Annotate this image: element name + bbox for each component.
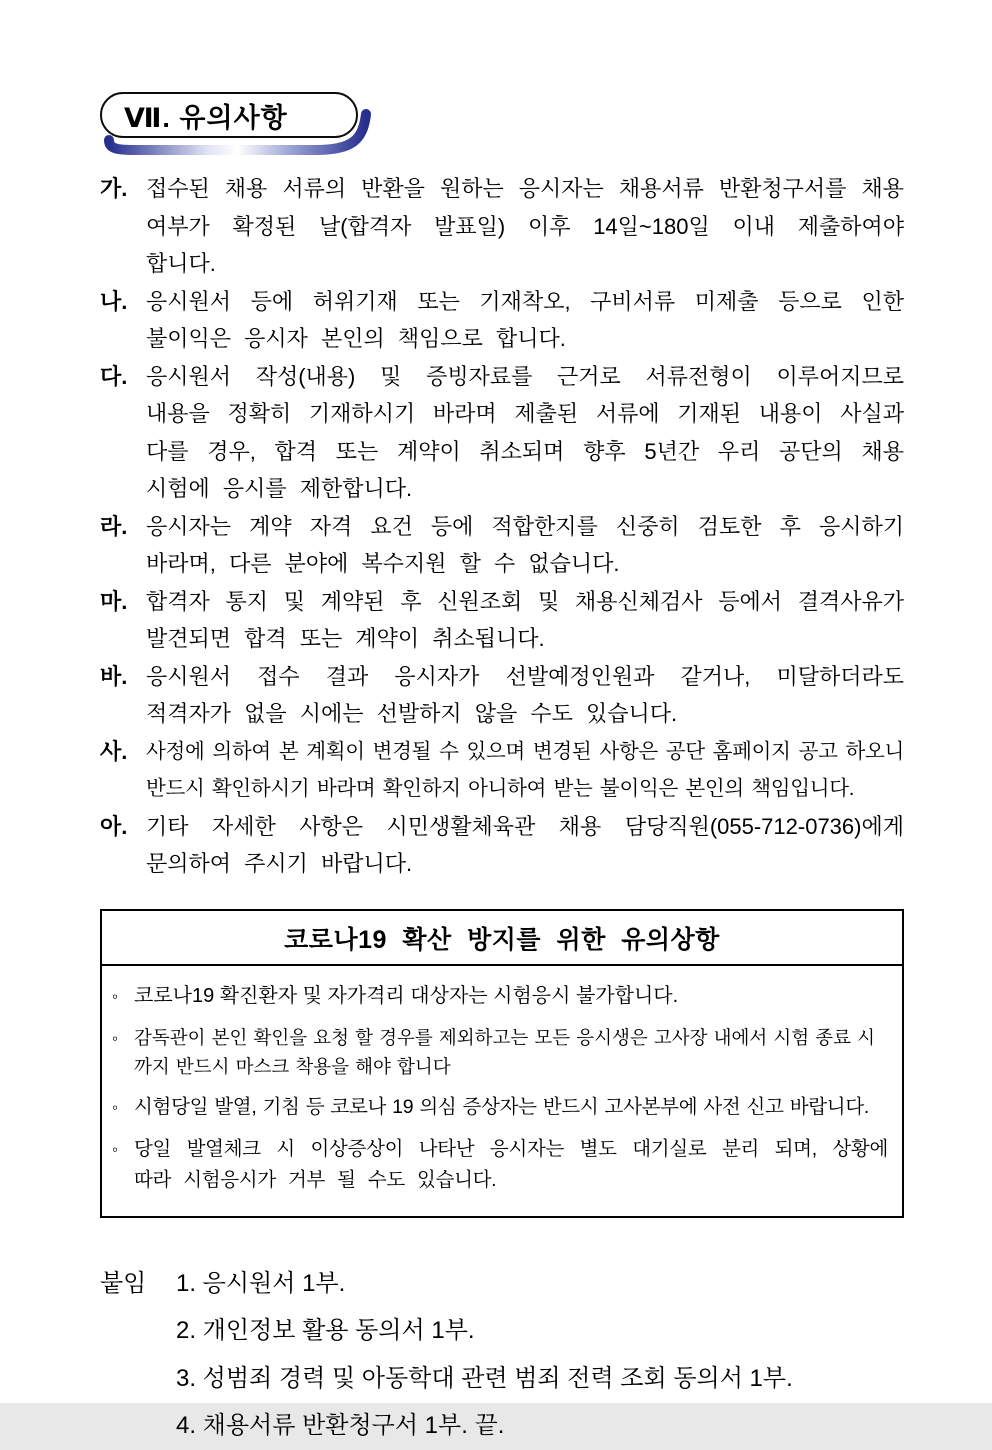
attachment-item: 4. 채용서류 반환청구서 1부. 끝. [176,1412,505,1439]
note-label: 다. [100,363,128,389]
covid-notice-box [100,909,904,1218]
covid-bullet-text: 시험당일 발열, 기침 등 코로나 19 의심 증상자는 반드시 고사본부에 사전 신고 바랍니다. [134,1095,869,1118]
note-text: 사정에 의하여 본 계획이 변경될 수 있으며 변경된 사항은 공단 홈페이지 공고 하오니 반드시 확인하시기 바라며 확인하지 아니하여 받는 불이익은 본인의 책임입니다. [146,739,904,800]
note-item-na [100,283,904,358]
note-item-sa [100,733,904,808]
note-text: 기타 자세한 사항은 시민생활체육관 채용 담당직원(055-712-0736)에게 문의하여 주시기 바랍니다. [146,813,904,876]
note-label: 사. [100,738,128,764]
attachment-item: 1. 응시원서 1부. [176,1269,346,1297]
covid-bullet-text: 코로나19 확진환자 및 자가격리 대상자는 시험응시 불가합니다. [134,984,679,1007]
note-text: 합격자 통지 및 계약된 후 신원조회 및 채용신체검사 등에서 결격사유가 발견되면 합격 또는 계약이 취소됩니다. [146,588,904,651]
covid-bullet-text: 당일 발열체크 시 이상증상이 나타난 응시자는 별도 대기실로 분리 되며, 상황에 따라 시험응시가 거부 될 수도 있습니다. [134,1137,888,1191]
attachment-item: 3. 성범죄 경력 및 아동학대 관련 범죄 전력 조회 동의서 1부. [176,1364,793,1392]
covid-box-title: 코로나19 확산 방지를 위한 유의상항 [102,911,902,966]
note-text: 응시자는 계약 자격 요건 등에 적합한지를 신중히 검토한 후 응시하기 바라며, 다른 분야에 복수지원 할 수 없습니다. [146,513,904,576]
covid-box-body [102,966,902,1216]
attachments-section [100,1260,904,1450]
note-label: 라. [100,513,128,539]
note-item-da [100,358,904,508]
circle-bullet-icon: ◦ [112,1097,119,1117]
notes-list [100,170,904,883]
covid-bullet [112,1092,888,1123]
note-text: 응시원서 등에 허위기재 또는 기재착오, 구비서류 미제출 등으로 인한 불이익은 응시자 본인의 책임으로 합니다. [146,288,904,351]
note-label: 나. [100,288,128,314]
covid-bullet [112,1023,888,1081]
circle-bullet-icon: ◦ [112,1139,119,1159]
section-title: Ⅶ. 유의사항 [124,102,288,133]
note-item-ba [100,658,904,733]
note-item-ga [100,170,904,283]
note-item-a [100,808,904,883]
circle-bullet-icon: ◦ [112,986,119,1006]
covid-bullet [112,1134,888,1196]
note-item-ma [100,583,904,658]
note-label: 바. [100,663,128,689]
circle-bullet-icon: ◦ [112,1028,119,1048]
section-header-badge [100,92,380,158]
covid-bullet [112,981,888,1012]
note-label: 마. [100,588,128,614]
note-label: 아. [100,813,128,839]
attachments-label: 붙임 [100,1269,147,1297]
note-text: 응시원서 작성(내용) 및 증빙자료를 근거로 서류전형이 이루어지므로 내용을 정확히 기재하시기 바라며 제출된 서류에 기재된 내용이 사실과 다를 경우, 합격 또는 계약이 취소되며 향후 5년간 우리 공단의 채용 시험에 응시를 제한합니다. [146,363,904,501]
badge-pill [100,92,358,138]
note-text: 접수된 채용 서류의 반환을 원하는 응시자는 채용서류 반환청구서를 채용 여부가 확정된 날(합격자 발표일) 이후 14일~180일 이내 제출하여야 합니다. [146,176,904,276]
note-item-ra [100,508,904,583]
note-text: 응시원서 접수 결과 응시자가 선발예정인원과 같거나, 미달하더라도 적격자가 없을 시에는 선발하지 않을 수도 있습니다. [146,663,904,726]
covid-bullet-text: 감독관이 본인 확인을 요청 할 경우를 제외하고는 모든 응시생은 고사장 내에서 시험 종료 시 까지 반드시 마스크 착용을 해야 합니다 [134,1026,876,1077]
note-label: 가. [100,176,128,201]
attachment-item: 2. 개인정보 활용 동의서 1부. [176,1317,475,1344]
attachments-list [176,1260,904,1450]
